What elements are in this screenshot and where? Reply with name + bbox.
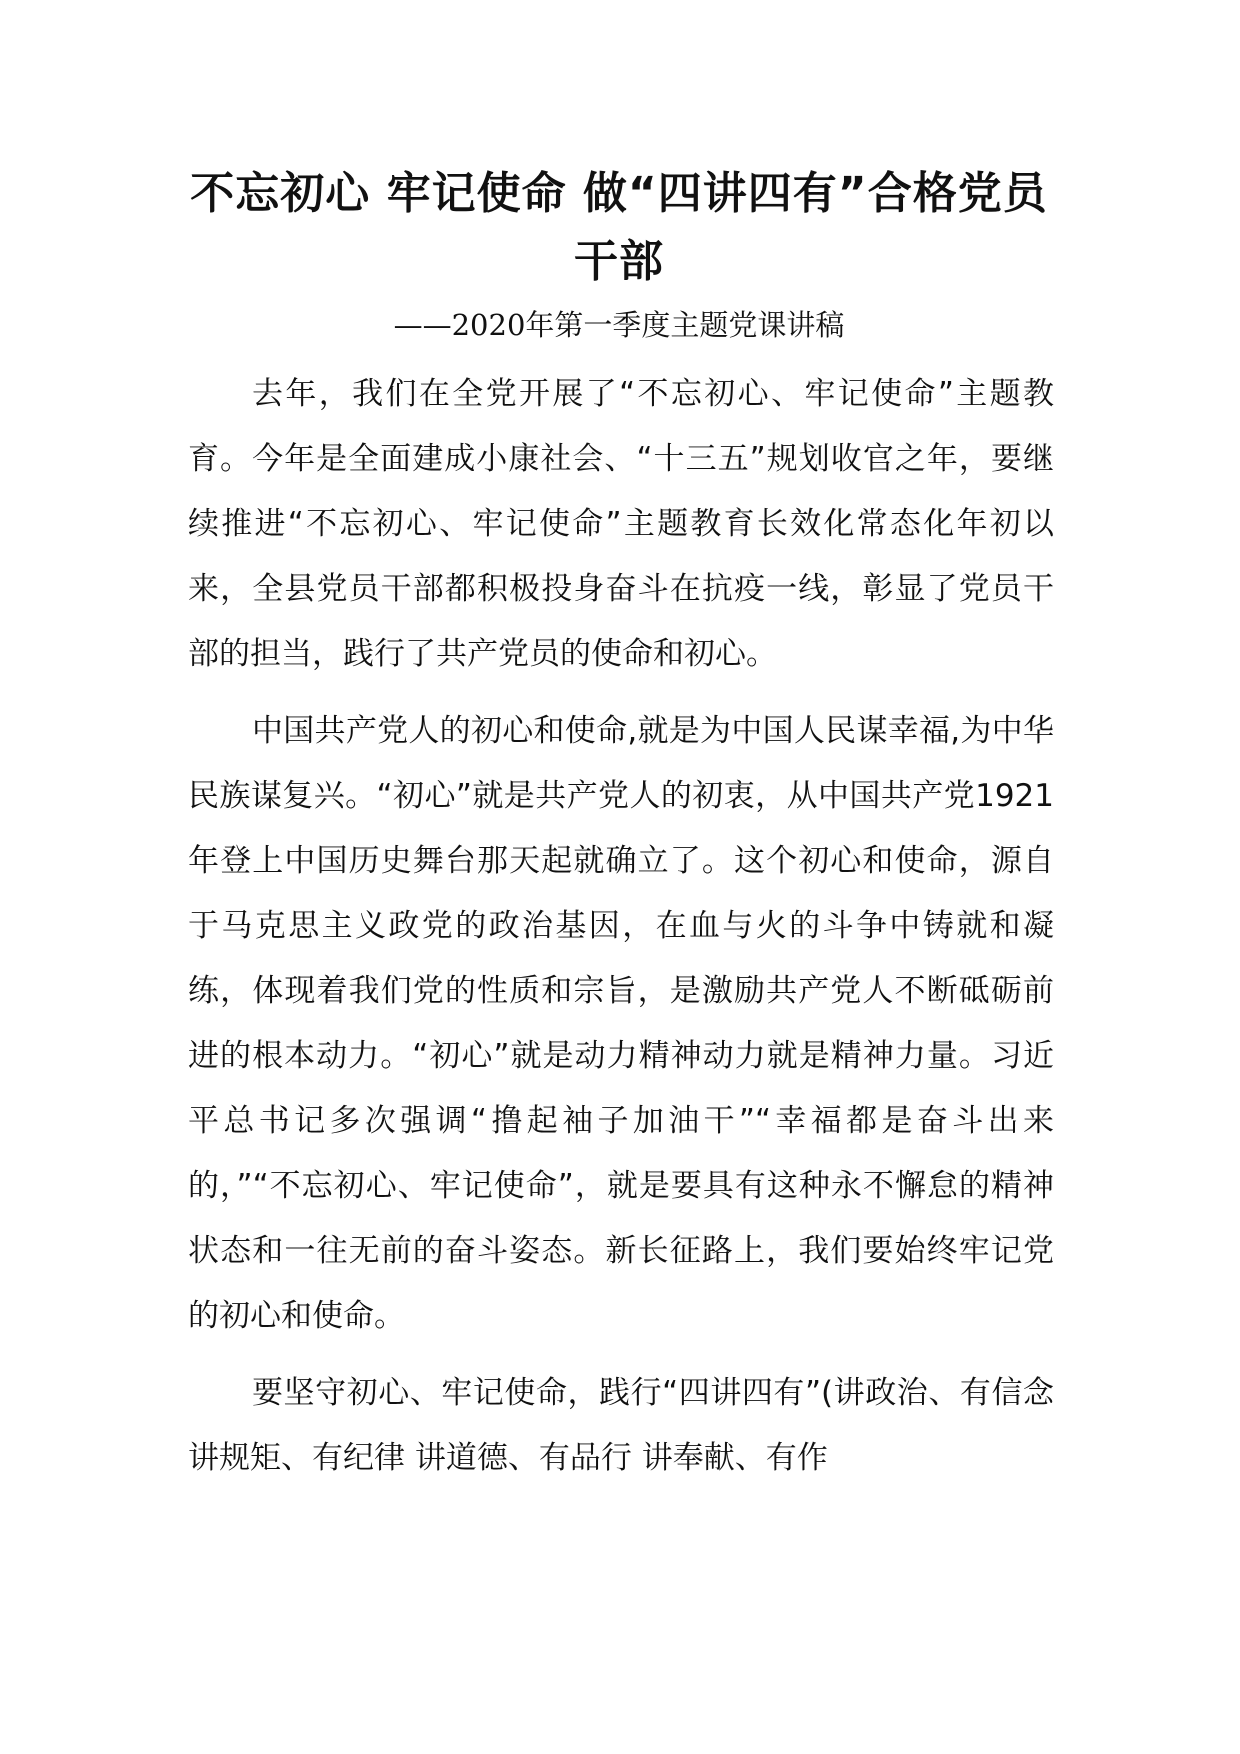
document-subtitle: ——2020年第一季度主题党课讲稿 <box>393 308 845 342</box>
paragraph-2: 中国共产党人的初心和使命,就是为中国人民谋幸福,为中华民族谋复兴。“初心”就是共产党人的初衷，从中国共产党1921年登上中国历史舞台那天起就确立了。这个初心和使命，源自于马克思主义政党的政治基因，在血与火的斗争中铸就和凝练，体现着我们党的性质和宗旨，是激励共产党人不断砥砺前进的根本动力。“初心”就是动力精神动力就是精神力量。习近平总书记多次强调“撸起袖子加油干”“幸福都是奋斗出来的，”“不忘初心、牢记使命”，就是要具有这种永不懈怠的精神状态和一往无前的奋斗姿态。新长征路上，我们要始终牢记党的初心和使命。 <box>188 713 1054 1334</box>
document-title: 不忘初心 牢记使命 做“四讲四有”合格党员干部 <box>190 168 1048 287</box>
paragraph-3: 要坚守初心、牢记使命，践行“四讲四有”(讲政治、有信念 讲规矩、有纪律 讲道德、有品行 讲奉献、有作 <box>188 1375 1054 1476</box>
paragraph-1: 去年，我们在全党开展了“不忘初心、牢记使命”主题教育。今年是全面建成小康社会、“十三五”规划收官之年，要继续推进“不忘初心、牢记使命”主题教育长效化常态化年初以来，全县党员干部都积极投身奋斗在抗疫一线，彰显了党员干部的担当，践行了共产党员的使命和初心。 <box>188 376 1054 672</box>
document-body <box>188 362 1054 1503</box>
